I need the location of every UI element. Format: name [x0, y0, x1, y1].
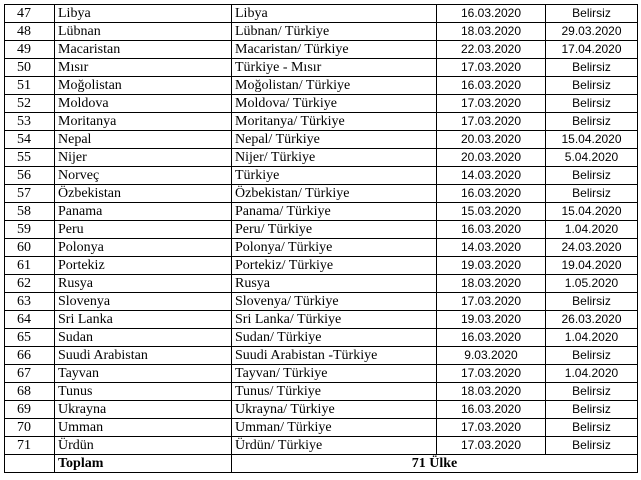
row-number: 65	[5, 329, 55, 347]
country-cell: Norveç	[55, 167, 232, 185]
country-cell: Moldova	[55, 95, 232, 113]
row-number: 67	[5, 365, 55, 383]
row-number: 49	[5, 41, 55, 59]
end-date-cell: 1.05.2020	[546, 275, 638, 293]
row-number: 51	[5, 77, 55, 95]
start-date-cell: 20.03.2020	[437, 149, 546, 167]
start-date-cell: 17.03.2020	[437, 95, 546, 113]
total-label: Toplam	[55, 455, 232, 473]
end-date-cell: Belirsiz	[546, 401, 638, 419]
table-row	[5, 5, 638, 23]
table-row	[5, 293, 638, 311]
country-cell: Sudan	[55, 329, 232, 347]
country-cell: Özbekistan	[55, 185, 232, 203]
start-date-cell: 18.03.2020	[437, 23, 546, 41]
start-date-cell: 15.03.2020	[437, 203, 546, 221]
flight-ban-table	[4, 4, 638, 473]
table-row	[5, 419, 638, 437]
row-number: 60	[5, 239, 55, 257]
route-cell: Panama/ Türkiye	[232, 203, 437, 221]
start-date-cell: 18.03.2020	[437, 275, 546, 293]
row-number: 62	[5, 275, 55, 293]
start-date-cell: 16.03.2020	[437, 329, 546, 347]
table-row	[5, 347, 638, 365]
start-date-cell: 17.03.2020	[437, 365, 546, 383]
start-date-cell: 17.03.2020	[437, 59, 546, 77]
country-cell: Umman	[55, 419, 232, 437]
start-date-cell: 20.03.2020	[437, 131, 546, 149]
end-date-cell: 1.04.2020	[546, 365, 638, 383]
end-date-cell: 1.04.2020	[546, 221, 638, 239]
country-cell: Tunus	[55, 383, 232, 401]
start-date-cell: 14.03.2020	[437, 167, 546, 185]
end-date-cell: Belirsiz	[546, 59, 638, 77]
total-row	[5, 455, 638, 473]
route-cell: Peru/ Türkiye	[232, 221, 437, 239]
row-number: 58	[5, 203, 55, 221]
end-date-cell: Belirsiz	[546, 185, 638, 203]
row-number: 59	[5, 221, 55, 239]
route-cell: Macaristan/ Türkiye	[232, 41, 437, 59]
country-cell: Rusya	[55, 275, 232, 293]
table-row	[5, 311, 638, 329]
row-number: 69	[5, 401, 55, 419]
start-date-cell: 9.03.2020	[437, 347, 546, 365]
start-date-cell: 16.03.2020	[437, 185, 546, 203]
country-cell: Macaristan	[55, 41, 232, 59]
end-date-cell: 1.04.2020	[546, 329, 638, 347]
row-number: 63	[5, 293, 55, 311]
table-row	[5, 59, 638, 77]
table-row	[5, 77, 638, 95]
country-cell: Suudi Arabistan	[55, 347, 232, 365]
route-cell: Sri Lanka/ Türkiye	[232, 311, 437, 329]
table-row	[5, 41, 638, 59]
row-number: 56	[5, 167, 55, 185]
end-date-cell: 26.03.2020	[546, 311, 638, 329]
end-date-cell: Belirsiz	[546, 167, 638, 185]
end-date-cell: 29.03.2020	[546, 23, 638, 41]
route-cell: Özbekistan/ Türkiye	[232, 185, 437, 203]
table-row	[5, 275, 638, 293]
start-date-cell: 17.03.2020	[437, 437, 546, 455]
country-cell: Moritanya	[55, 113, 232, 131]
row-number: 50	[5, 59, 55, 77]
country-cell: Nepal	[55, 131, 232, 149]
table-row	[5, 401, 638, 419]
country-cell: Sri Lanka	[55, 311, 232, 329]
end-date-cell: 19.04.2020	[546, 257, 638, 275]
country-cell: Panama	[55, 203, 232, 221]
row-number: 68	[5, 383, 55, 401]
row-number: 70	[5, 419, 55, 437]
start-date-cell: 17.03.2020	[437, 419, 546, 437]
end-date-cell: Belirsiz	[546, 293, 638, 311]
route-cell: Ürdün/ Türkiye	[232, 437, 437, 455]
start-date-cell: 16.03.2020	[437, 221, 546, 239]
table-row	[5, 437, 638, 455]
country-cell: Peru	[55, 221, 232, 239]
end-date-cell: Belirsiz	[546, 95, 638, 113]
country-cell: Ürdün	[55, 437, 232, 455]
end-date-cell: Belirsiz	[546, 113, 638, 131]
table-row	[5, 95, 638, 113]
total-empty-cell	[5, 455, 55, 473]
row-number: 53	[5, 113, 55, 131]
start-date-cell: 16.03.2020	[437, 401, 546, 419]
table-row	[5, 167, 638, 185]
country-cell: Polonya	[55, 239, 232, 257]
end-date-cell: Belirsiz	[546, 347, 638, 365]
start-date-cell: 17.03.2020	[437, 293, 546, 311]
route-cell: Moğolistan/ Türkiye	[232, 77, 437, 95]
route-cell: Libya	[232, 5, 437, 23]
table-row	[5, 23, 638, 41]
table-row	[5, 131, 638, 149]
start-date-cell: 19.03.2020	[437, 257, 546, 275]
row-number: 52	[5, 95, 55, 113]
route-cell: Umman/ Türkiye	[232, 419, 437, 437]
start-date-cell: 16.03.2020	[437, 77, 546, 95]
row-number: 71	[5, 437, 55, 455]
end-date-cell: Belirsiz	[546, 5, 638, 23]
table-row	[5, 185, 638, 203]
table-row	[5, 239, 638, 257]
country-cell: Slovenya	[55, 293, 232, 311]
route-cell: Slovenya/ Türkiye	[232, 293, 437, 311]
country-cell: Nijer	[55, 149, 232, 167]
end-date-cell: 5.04.2020	[546, 149, 638, 167]
row-number: 61	[5, 257, 55, 275]
route-cell: Tayvan/ Türkiye	[232, 365, 437, 383]
row-number: 48	[5, 23, 55, 41]
table-row	[5, 383, 638, 401]
country-cell: Tayvan	[55, 365, 232, 383]
end-date-cell: 15.04.2020	[546, 131, 638, 149]
end-date-cell: 15.04.2020	[546, 203, 638, 221]
table-row	[5, 365, 638, 383]
row-number: 47	[5, 5, 55, 23]
end-date-cell: Belirsiz	[546, 383, 638, 401]
route-cell: Ukrayna/ Türkiye	[232, 401, 437, 419]
table-row	[5, 257, 638, 275]
table-row	[5, 149, 638, 167]
country-cell: Ukrayna	[55, 401, 232, 419]
route-cell: Suudi Arabistan -Türkiye	[232, 347, 437, 365]
table-row	[5, 329, 638, 347]
route-cell: Rusya	[232, 275, 437, 293]
end-date-cell: Belirsiz	[546, 77, 638, 95]
row-number: 55	[5, 149, 55, 167]
route-cell: Lübnan/ Türkiye	[232, 23, 437, 41]
end-date-cell: Belirsiz	[546, 437, 638, 455]
row-number: 54	[5, 131, 55, 149]
total-value: 71 Ülke	[232, 455, 638, 473]
start-date-cell: 17.03.2020	[437, 113, 546, 131]
start-date-cell: 14.03.2020	[437, 239, 546, 257]
country-cell: Portekiz	[55, 257, 232, 275]
start-date-cell: 19.03.2020	[437, 311, 546, 329]
route-cell: Moldova/ Türkiye	[232, 95, 437, 113]
start-date-cell: 16.03.2020	[437, 5, 546, 23]
route-cell: Türkiye	[232, 167, 437, 185]
end-date-cell: 24.03.2020	[546, 239, 638, 257]
route-cell: Tunus/ Türkiye	[232, 383, 437, 401]
route-cell: Nijer/ Türkiye	[232, 149, 437, 167]
row-number: 57	[5, 185, 55, 203]
country-cell: Libya	[55, 5, 232, 23]
table-row	[5, 113, 638, 131]
route-cell: Türkiye - Mısır	[232, 59, 437, 77]
end-date-cell: Belirsiz	[546, 419, 638, 437]
start-date-cell: 22.03.2020	[437, 41, 546, 59]
route-cell: Portekiz/ Türkiye	[232, 257, 437, 275]
end-date-cell: 17.04.2020	[546, 41, 638, 59]
route-cell: Moritanya/ Türkiye	[232, 113, 437, 131]
table-body	[5, 5, 638, 473]
country-cell: Mısır	[55, 59, 232, 77]
table-row	[5, 203, 638, 221]
table-row	[5, 221, 638, 239]
row-number: 66	[5, 347, 55, 365]
route-cell: Sudan/ Türkiye	[232, 329, 437, 347]
country-cell: Moğolistan	[55, 77, 232, 95]
start-date-cell: 18.03.2020	[437, 383, 546, 401]
row-number: 64	[5, 311, 55, 329]
route-cell: Nepal/ Türkiye	[232, 131, 437, 149]
route-cell: Polonya/ Türkiye	[232, 239, 437, 257]
country-cell: Lübnan	[55, 23, 232, 41]
